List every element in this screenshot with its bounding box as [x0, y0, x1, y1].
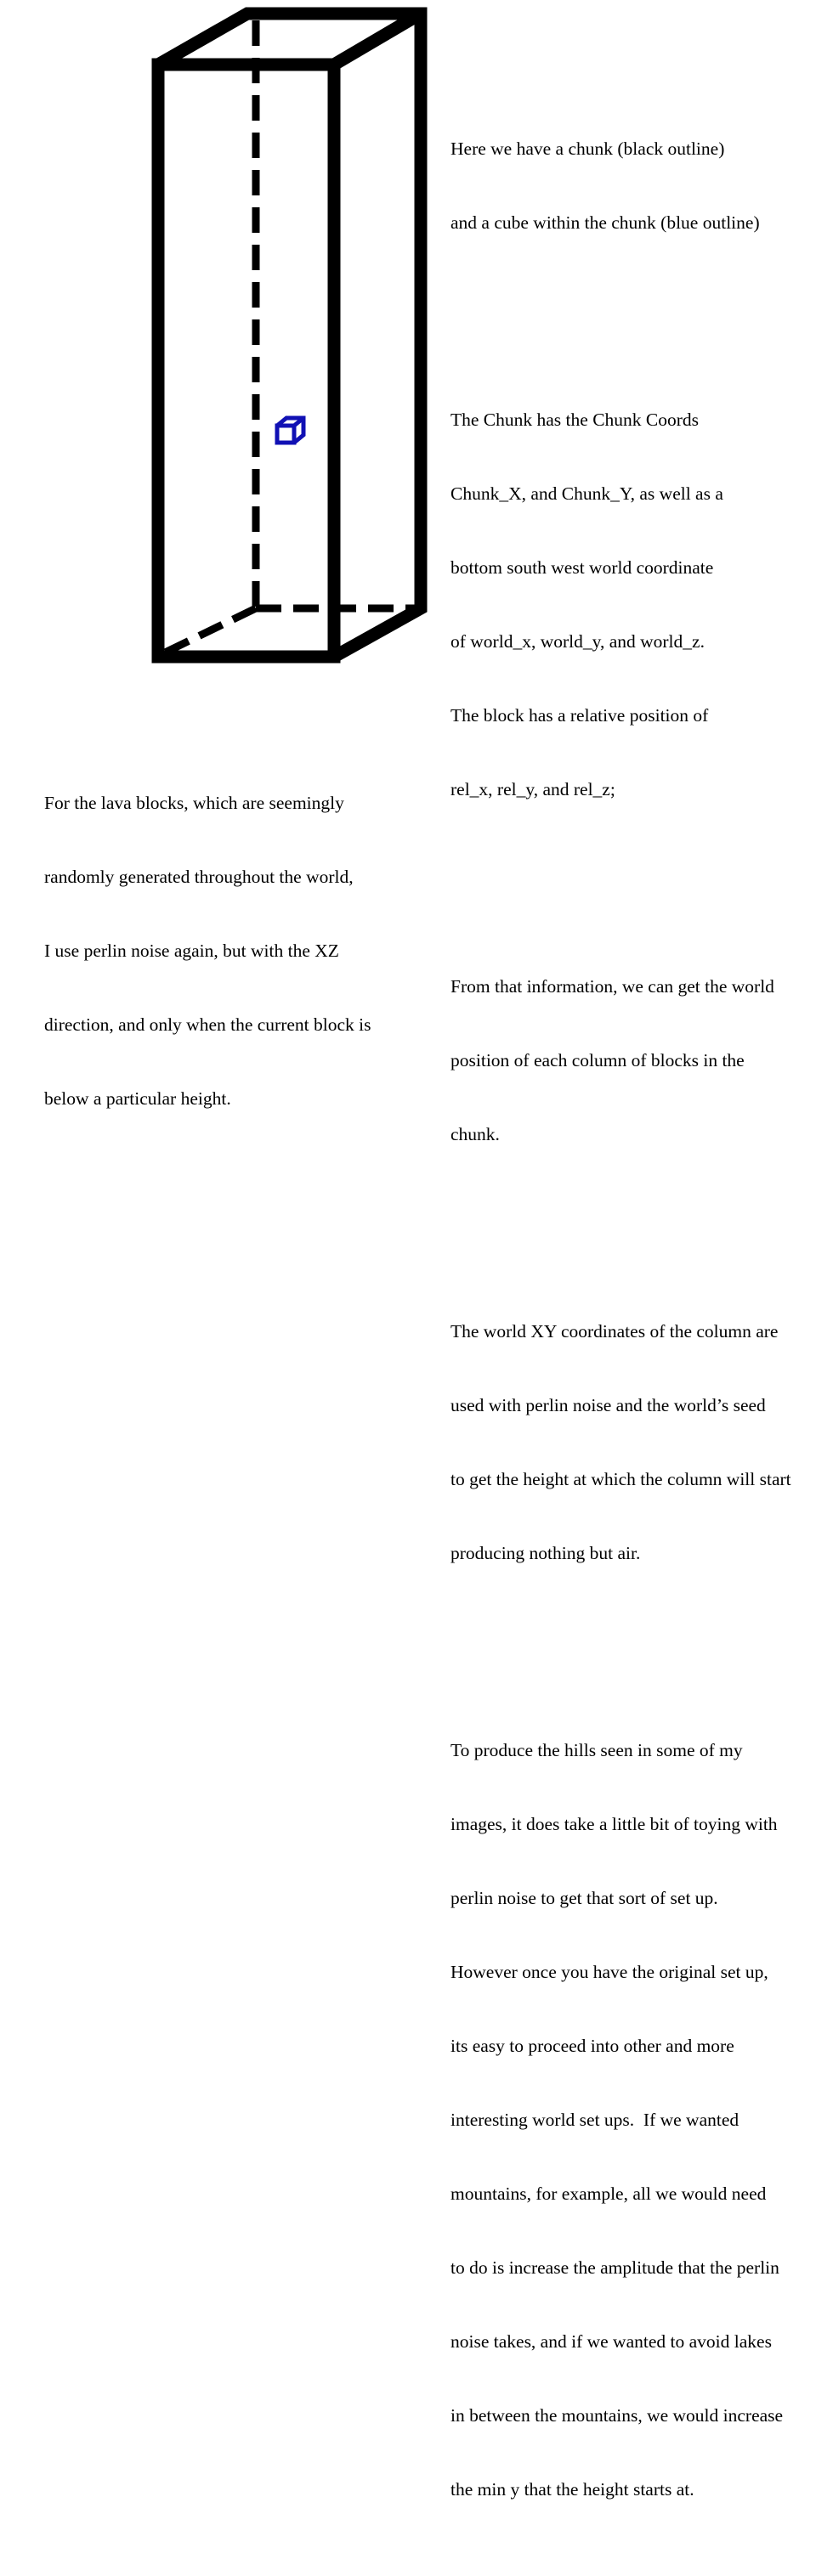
- chunk-diagram: [0, 0, 442, 680]
- text-line: The world XY coordinates of the column are: [450, 1321, 779, 1342]
- text-line: the min y that the height starts at.: [450, 2479, 694, 2500]
- text-line: To produce the hills seen in some of my: [450, 1740, 743, 1760]
- text-line: noise takes, and if we wanted to avoid lakes: [450, 2331, 772, 2352]
- chunk-back-top-edge: [158, 14, 421, 657]
- chunk-hidden-edges: [162, 20, 421, 654]
- text-line: and a cube within the chunk (blue outline): [450, 212, 760, 233]
- chunk-top-right-edge: [334, 14, 421, 65]
- paragraph-intro: [450, 88, 791, 285]
- text-line: below a particular height.: [44, 1088, 231, 1109]
- text-line: of world_x, world_y, and world_z.: [450, 631, 705, 652]
- paragraph-hills: [450, 1689, 791, 2551]
- text-line: direction, and only when the current block is: [44, 1014, 371, 1035]
- cube-front-face: [277, 426, 294, 443]
- chunk-front-face: [158, 65, 334, 657]
- text-line: The block has a relative position of: [450, 705, 709, 726]
- text-line: However once you have the original set up,: [450, 1962, 768, 1982]
- text-line: images, it does take a little bit of toying with: [450, 1814, 778, 1834]
- text-line: perlin noise to get that sort of set up.: [450, 1888, 718, 1908]
- text-line: used with perlin noise and the world’s seed: [450, 1395, 766, 1415]
- text-line: bottom south west world coordinate: [450, 557, 714, 578]
- text-line: Chunk_X, and Chunk_Y, as well as a: [450, 483, 723, 504]
- chunk-hidden-depth-edge: [162, 608, 256, 654]
- text-line: producing nothing but air.: [450, 1543, 641, 1563]
- lava-note-text: [44, 692, 371, 1185]
- paragraph-world-position: [450, 925, 791, 1196]
- paragraph-coords: [450, 359, 791, 851]
- text-line: rel_x, rel_y, and rel_z;: [450, 779, 615, 799]
- text-line: its easy to proceed into other and more: [450, 2036, 734, 2056]
- text-line: to get the height at which the column will start: [450, 1469, 791, 1489]
- text-line: position of each column of blocks in the: [450, 1050, 745, 1071]
- text-line: in between the mountains, we would increase: [450, 2405, 784, 2426]
- text-line: to do is increase the amplitude that the perlin: [450, 2257, 779, 2278]
- text-line: From that information, we can get the world: [450, 976, 774, 997]
- text-line: mountains, for example, all we would need: [450, 2183, 767, 2204]
- text-line: Here we have a chunk (black outline): [450, 138, 725, 159]
- cube-outline: [277, 418, 303, 443]
- chunk-outline: [158, 14, 421, 657]
- text-line: For the lava blocks, which are seemingly: [44, 793, 344, 813]
- text-line: I use perlin noise again, but with the XZ: [44, 941, 339, 961]
- text-line: interesting world set ups. If we wanted: [450, 2110, 740, 2130]
- text-line: chunk.: [450, 1124, 500, 1144]
- paragraph-lava: [44, 742, 371, 1161]
- paragraph-perlin-height: [450, 1270, 791, 1615]
- explanation-text: [450, 38, 791, 2576]
- text-line: randomly generated throughout the world,: [44, 867, 354, 887]
- text-line: The Chunk has the Chunk Coords: [450, 410, 700, 430]
